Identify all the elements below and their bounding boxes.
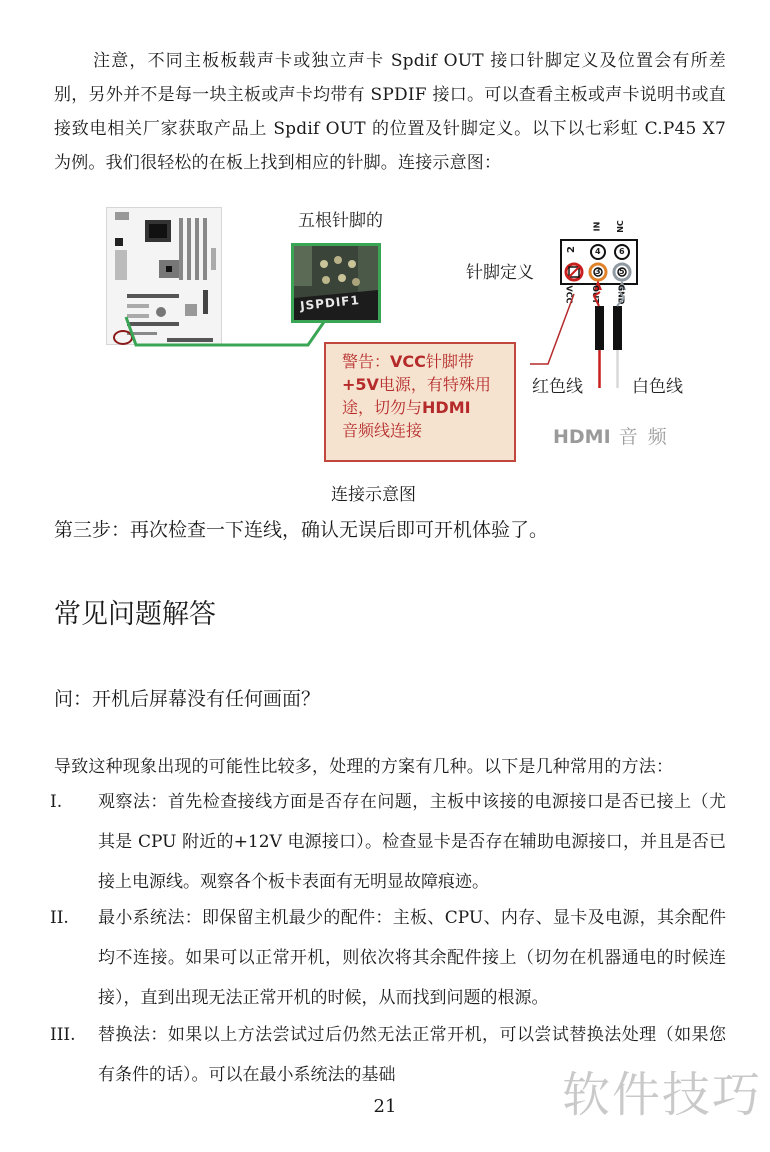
pin-gnd-label: GND — [616, 284, 626, 305]
red-wire-label: 红色线 — [532, 377, 583, 397]
figure-caption: 连接示意图 — [331, 485, 416, 505]
pin-3-label: 3 — [595, 267, 601, 276]
pin-in-label: IN — [592, 221, 602, 232]
method-text: 最小系统法：即保留主机最少的配件：主板、CPU、内存、显卡及电源，其余配件均不连接。如果可以正常开机，则依次将其余配件接上（切勿在机器通电的时候连接），直到出现无法正常开机的时候，从而找到问题的根源。 — [98, 908, 726, 1008]
hdmi-audio-label-bold: HDMI — [553, 426, 611, 448]
faq-heading: 常见问题解答 — [54, 599, 216, 630]
pin-6-label: 6 — [619, 247, 625, 256]
pin-4-label: 4 — [595, 247, 601, 256]
white-wire-label: 白色线 — [632, 377, 683, 397]
warning-plus5v: +5V — [342, 375, 379, 394]
method-text: 观察法：首先检查接线方面是否存在问题，主板中该接的电源接口是否已接上（尤其是 CPU 附近的+12V 电源接口）。检查显卡是否存在辅助电源接口，并且是否已接上电源线。观察各个板卡表面有无明显故障痕迹。 — [98, 792, 726, 892]
page-number: 21 — [373, 1096, 397, 1117]
method-item — [50, 782, 726, 902]
method-text: 替换法：如果以上方法尝试过后仍然无法正常开机，可以尝试替换法处理（如果您有条件的话）。可以在最小系统法的基础 — [98, 1025, 726, 1085]
five-pins-label: 五根针脚的 — [298, 211, 383, 231]
intro-paragraph-text: 注意，不同主板板载声卡或独立声卡 Spdif OUT 接口针脚定义及位置会有所差别，另外并不是每一块主板或声卡均带有 SPDIF 接口。可以查看主板或声卡说明书或直接致电相关厂家获取产品上 Spdif OUT 的位置及针脚定义。以下以七彩虹 C.P45 X7 为例。我们很轻松的在板上找到相应的针脚。连接示意图： — [54, 51, 726, 173]
hdmi-audio-label — [553, 422, 669, 449]
jspdif-silkscreen: JSPDIF1 — [299, 292, 361, 314]
warning-hdmi: HDMI — [422, 398, 471, 417]
hdmi-audio-label-rest: 音 频 — [618, 426, 669, 448]
jspdif-photo — [291, 243, 381, 323]
warning-prefix: 警告： — [342, 352, 391, 371]
intro-paragraph — [54, 44, 726, 180]
warning-text-1: 针脚带 — [425, 352, 474, 371]
warning-box — [324, 342, 516, 462]
method-item — [50, 898, 726, 1018]
pin-vcc-label: VCC — [564, 285, 574, 304]
warning-text-2: 电源，有特殊用途，切勿与 — [342, 375, 491, 417]
pin-out-label: OUT — [590, 285, 600, 304]
pin-definition-label: 针脚定义 — [466, 263, 534, 283]
pin-5-label: 5 — [619, 267, 625, 276]
method-number: III. — [50, 1025, 76, 1045]
warning-text-3: 音频线连接 — [342, 421, 423, 440]
watermark: 软件技巧 — [562, 1056, 762, 1125]
warning-vcc: VCC — [390, 352, 426, 371]
method-number: II. — [50, 908, 69, 928]
answer-intro: 导致这种现象出现的可能性比较多，处理的方案有几种。以下是几种常用的方法： — [54, 757, 674, 777]
question: 问：开机后屏幕没有任何画面？ — [54, 688, 321, 710]
step-3-text: 第三步：再次检查一下连线，确认无误后即可开机体验了。 — [54, 519, 549, 541]
pin-nc-label: NC — [615, 220, 625, 233]
pin-2-label: 2 — [565, 246, 577, 253]
method-number: I. — [50, 792, 63, 812]
